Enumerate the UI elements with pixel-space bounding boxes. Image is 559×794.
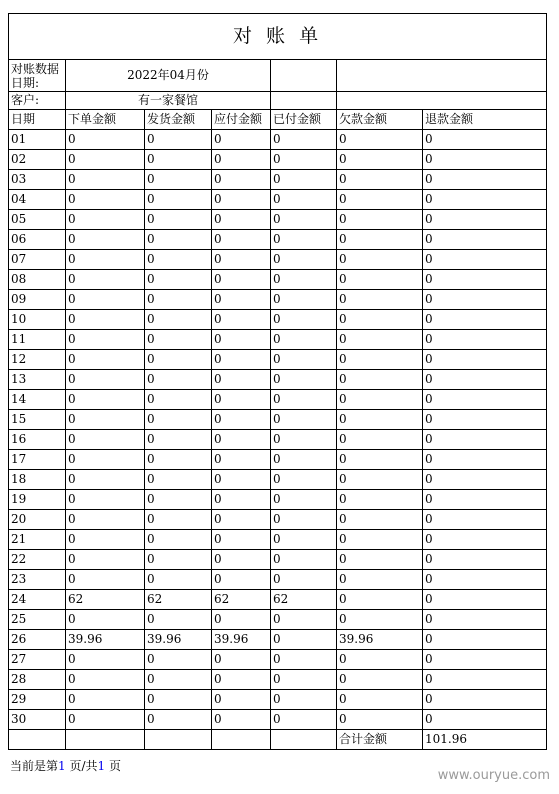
table-cell: 0 [423,290,547,310]
table-cell: 0 [145,410,212,430]
statement-sheet [8,13,546,750]
table-cell: 0 [423,570,547,590]
table-row [9,130,547,150]
table-cell: 0 [66,210,145,230]
table-cell: 0 [423,430,547,450]
table-cell: 0 [212,530,271,550]
table-cell: 0 [337,670,423,690]
table-cell: 0 [212,270,271,290]
table-cell: 0 [271,690,337,710]
column-header: 已付金额 [271,110,337,130]
table-cell: 21 [9,530,66,550]
table-cell: 0 [212,190,271,210]
header-row [9,110,547,130]
table-cell: 0 [212,290,271,310]
table-cell: 0 [66,710,145,730]
table-cell: 03 [9,170,66,190]
table-cell: 0 [423,250,547,270]
table-cell: 0 [337,710,423,730]
blank-cell [337,92,547,110]
table-cell: 22 [9,550,66,570]
table-cell: 0 [66,250,145,270]
table-row [9,330,547,350]
table-cell: 0 [212,370,271,390]
table-cell: 0 [66,650,145,670]
table-cell: 0 [66,450,145,470]
table-cell: 0 [66,490,145,510]
table-cell: 18 [9,470,66,490]
table-cell: 0 [423,550,547,570]
table-cell: 0 [145,650,212,670]
table-cell: 0 [271,630,337,650]
table-cell: 0 [212,490,271,510]
table-cell: 0 [423,590,547,610]
blank-cell [271,92,337,110]
total-row [9,730,547,750]
table-cell: 0 [212,390,271,410]
table-cell: 0 [66,370,145,390]
table-cell: 0 [423,190,547,210]
table-row [9,310,547,330]
table-cell: 29 [9,690,66,710]
table-cell: 16 [9,430,66,450]
table-cell: 19 [9,490,66,510]
table-cell: 0 [337,590,423,610]
blank-cell [9,730,66,750]
table-row [9,350,547,370]
date-value: 2022年04月份 [66,60,271,92]
table-cell: 0 [271,150,337,170]
table-cell: 0 [145,350,212,370]
table-cell: 0 [337,270,423,290]
table-cell: 0 [145,210,212,230]
table-cell: 0 [145,290,212,310]
table-cell: 0 [145,710,212,730]
table-cell: 0 [66,550,145,570]
pager-prefix: 当前是第 [10,759,59,773]
table-cell: 0 [66,270,145,290]
table-cell: 0 [271,230,337,250]
table-cell: 28 [9,670,66,690]
column-header: 应付金额 [212,110,271,130]
table-row [9,430,547,450]
table-cell: 0 [212,310,271,330]
table-cell: 0 [212,350,271,370]
table-cell: 0 [212,210,271,230]
table-row [9,290,547,310]
table-cell: 08 [9,270,66,290]
data-rows [9,130,547,730]
table-cell: 0 [145,690,212,710]
table-cell: 0 [271,370,337,390]
table-cell: 26 [9,630,66,650]
table-cell: 0 [271,210,337,230]
table-cell: 06 [9,230,66,250]
pager-current[interactable]: 1 [58,759,66,773]
table-cell: 0 [423,690,547,710]
table-cell: 0 [212,670,271,690]
table-cell: 0 [66,390,145,410]
table-cell: 17 [9,450,66,470]
table-cell: 0 [212,130,271,150]
table-row [9,590,547,610]
table-cell: 0 [66,690,145,710]
pager-total[interactable]: 1 [97,759,106,773]
table-cell: 0 [337,130,423,150]
table-cell: 0 [423,270,547,290]
table-cell: 0 [271,490,337,510]
table-cell: 0 [145,490,212,510]
table-row [9,210,547,230]
table-cell: 0 [66,290,145,310]
table-row [9,370,547,390]
table-cell: 0 [423,450,547,470]
table-cell: 09 [9,290,66,310]
blank-cell [271,730,337,750]
table-cell: 24 [9,590,66,610]
table-cell: 0 [271,290,337,310]
total-label: 合计金额 [337,730,423,750]
table-cell: 0 [271,410,337,430]
table-cell: 62 [212,590,271,610]
table-cell: 0 [423,350,547,370]
table-cell: 0 [212,170,271,190]
table-cell: 13 [9,370,66,390]
table-cell: 0 [337,650,423,670]
table-cell: 0 [145,570,212,590]
table-cell: 0 [66,670,145,690]
table-cell: 0 [145,510,212,530]
table-cell: 0 [271,510,337,530]
table-row [9,530,547,550]
table-cell: 23 [9,570,66,590]
table-cell: 25 [9,610,66,630]
table-cell: 39.96 [337,630,423,650]
table-cell: 0 [66,610,145,630]
table-cell: 0 [145,610,212,630]
table-row [9,170,547,190]
table-cell: 0 [145,430,212,450]
table-cell: 0 [212,650,271,670]
table-cell: 0 [212,330,271,350]
table-cell: 0 [66,570,145,590]
table-cell: 0 [423,390,547,410]
table-cell: 0 [66,330,145,350]
table-row [9,490,547,510]
table-cell: 0 [145,390,212,410]
table-cell: 0 [66,350,145,370]
table-cell: 62 [145,590,212,610]
table-cell: 39.96 [212,630,271,650]
table-cell: 07 [9,250,66,270]
table-cell: 0 [145,370,212,390]
table-cell: 0 [271,350,337,370]
table-cell: 0 [423,630,547,650]
table-cell: 27 [9,650,66,670]
table-cell: 0 [271,550,337,570]
table-cell: 0 [66,230,145,250]
table-cell: 0 [271,610,337,630]
blank-cell [145,730,212,750]
table-cell: 0 [66,410,145,430]
table-row [9,670,547,690]
table-cell: 0 [423,150,547,170]
statement-table [8,13,547,750]
table-cell: 0 [337,690,423,710]
pager [10,757,121,774]
table-cell: 0 [145,130,212,150]
table-cell: 0 [423,330,547,350]
table-cell: 0 [66,510,145,530]
table-cell: 0 [145,330,212,350]
table-cell: 0 [337,390,423,410]
table-cell: 0 [212,230,271,250]
table-row [9,450,547,470]
table-cell: 0 [423,470,547,490]
table-cell: 0 [271,190,337,210]
table-cell: 39.96 [145,630,212,650]
table-cell: 0 [271,170,337,190]
table-cell: 0 [423,170,547,190]
column-header: 日期 [9,110,66,130]
table-cell: 0 [271,530,337,550]
table-cell: 10 [9,310,66,330]
table-cell: 0 [212,710,271,730]
table-cell: 0 [423,530,547,550]
blank-cell [271,60,337,92]
column-header: 欠款金额 [337,110,423,130]
table-row [9,510,547,530]
column-header: 下单金额 [66,110,145,130]
table-cell: 0 [423,610,547,630]
table-cell: 0 [212,430,271,450]
table-row [9,610,547,630]
blank-cell [66,730,145,750]
table-cell: 0 [271,430,337,450]
table-cell: 0 [145,550,212,570]
table-cell: 0 [271,130,337,150]
table-cell: 0 [145,170,212,190]
table-row [9,150,547,170]
table-cell: 0 [271,270,337,290]
table-cell: 0 [337,350,423,370]
table-cell: 0 [337,250,423,270]
table-cell: 0 [337,290,423,310]
table-row [9,410,547,430]
blank-cell [337,60,547,92]
table-cell: 0 [271,310,337,330]
table-cell: 62 [66,590,145,610]
table-cell: 0 [271,250,337,270]
table-cell: 0 [212,410,271,430]
table-row [9,630,547,650]
table-cell: 0 [337,510,423,530]
table-cell: 0 [271,470,337,490]
watermark: www.ouryue.com [437,768,550,783]
statement-title: 对 账 单 [9,14,547,60]
table-cell: 0 [145,250,212,270]
table-cell: 0 [212,250,271,270]
table-cell: 0 [337,430,423,450]
table-cell: 05 [9,210,66,230]
table-cell: 0 [271,650,337,670]
table-row [9,230,547,250]
table-cell: 0 [337,150,423,170]
table-cell: 0 [66,130,145,150]
customer-label: 客户: [9,92,66,110]
table-cell: 0 [337,530,423,550]
table-cell: 0 [337,490,423,510]
table-row [9,690,547,710]
table-cell: 0 [337,470,423,490]
table-cell: 02 [9,150,66,170]
table-cell: 0 [423,230,547,250]
table-cell: 0 [212,690,271,710]
table-cell: 0 [337,190,423,210]
table-cell: 11 [9,330,66,350]
customer-value: 有一家餐馆 [66,92,271,110]
table-cell: 12 [9,350,66,370]
table-cell: 0 [423,710,547,730]
table-cell: 0 [337,210,423,230]
table-cell: 62 [271,590,337,610]
table-cell: 0 [212,450,271,470]
column-header: 退款金额 [423,110,547,130]
table-cell: 0 [423,210,547,230]
table-cell: 0 [337,230,423,250]
table-cell: 0 [337,310,423,330]
table-row [9,550,547,570]
table-cell: 0 [212,150,271,170]
pager-suffix: 页 [105,759,121,773]
table-cell: 0 [271,390,337,410]
pager-middle: 页/共 [65,759,98,773]
table-cell: 0 [271,330,337,350]
table-cell: 0 [423,310,547,330]
table-cell: 0 [423,410,547,430]
table-cell: 0 [66,470,145,490]
table-cell: 0 [145,150,212,170]
table-cell: 0 [145,450,212,470]
table-cell: 39.96 [66,630,145,650]
table-row [9,250,547,270]
table-cell: 0 [66,430,145,450]
total-value: 101.96 [423,730,547,750]
table-row [9,270,547,290]
table-row [9,570,547,590]
table-row [9,190,547,210]
table-cell: 0 [212,610,271,630]
table-cell: 0 [337,370,423,390]
table-cell: 0 [145,530,212,550]
table-row [9,390,547,410]
blank-cell [212,730,271,750]
table-cell: 0 [212,510,271,530]
column-header: 发货金额 [145,110,212,130]
table-cell: 0 [271,670,337,690]
table-cell: 0 [337,170,423,190]
table-cell: 0 [271,450,337,470]
table-cell: 0 [66,310,145,330]
table-cell: 0 [145,670,212,690]
table-cell: 0 [423,490,547,510]
table-row [9,650,547,670]
table-row [9,470,547,490]
table-cell: 0 [337,330,423,350]
table-cell: 0 [212,470,271,490]
table-cell: 0 [145,470,212,490]
table-cell: 30 [9,710,66,730]
table-cell: 0 [337,610,423,630]
table-cell: 0 [66,170,145,190]
table-cell: 15 [9,410,66,430]
table-cell: 0 [145,190,212,210]
table-cell: 0 [145,230,212,250]
table-cell: 0 [337,570,423,590]
table-cell: 20 [9,510,66,530]
table-cell: 0 [212,570,271,590]
table-cell: 0 [337,550,423,570]
table-cell: 0 [423,510,547,530]
table-cell: 0 [271,570,337,590]
table-cell: 0 [66,530,145,550]
table-cell: 01 [9,130,66,150]
table-cell: 0 [337,410,423,430]
table-row [9,710,547,730]
table-cell: 0 [145,270,212,290]
table-cell: 0 [212,550,271,570]
table-cell: 14 [9,390,66,410]
table-cell: 0 [66,150,145,170]
date-label: 对账数据日期: [9,60,66,92]
table-cell: 0 [271,710,337,730]
table-cell: 04 [9,190,66,210]
table-cell: 0 [423,650,547,670]
table-cell: 0 [337,450,423,470]
table-cell: 0 [145,310,212,330]
table-cell: 0 [423,670,547,690]
table-cell: 0 [423,370,547,390]
table-cell: 0 [66,190,145,210]
table-cell: 0 [423,130,547,150]
